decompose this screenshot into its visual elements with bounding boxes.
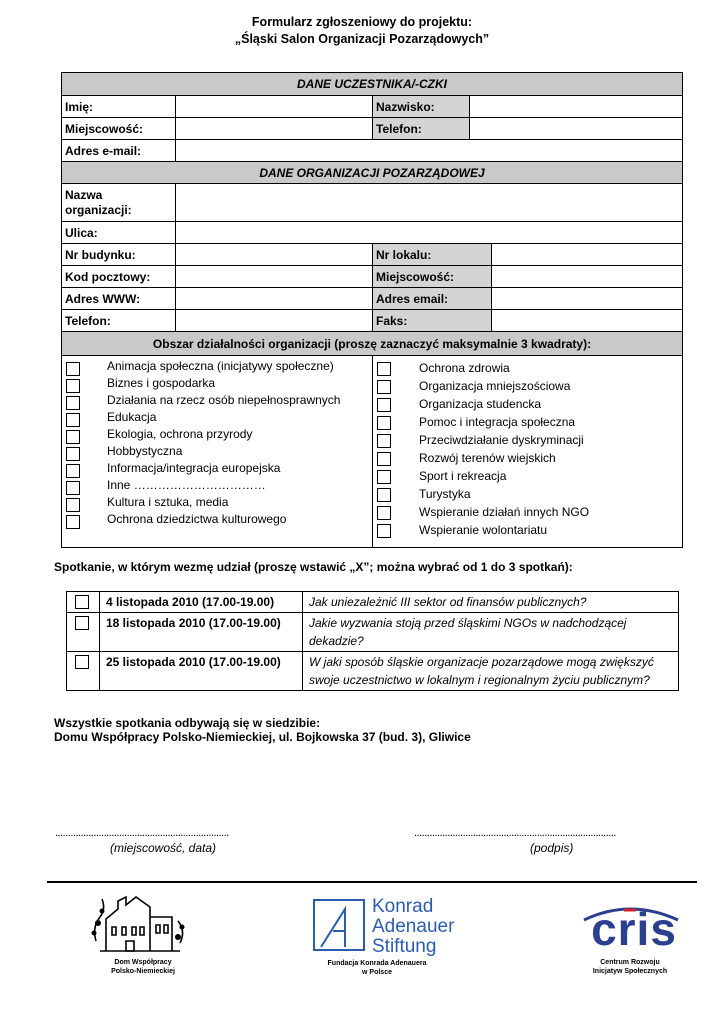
area-label: Biznes i gospodarka [107, 376, 216, 390]
area-label: Turystyka [419, 487, 471, 501]
www-label: Adres WWW: [62, 288, 175, 309]
area-label: Ekologia, ochrona przyrody [107, 427, 253, 441]
area-option[interactable] [66, 394, 80, 411]
building-number-field[interactable] [175, 244, 372, 265]
area-label: Edukacja [107, 410, 157, 424]
house-logo-caption-line2: Polsko-Niemieckiej [111, 968, 175, 975]
place-date-line: .................................................................... [55, 827, 229, 839]
area-label: Animacja społeczna (inicjatywy społeczne) [107, 359, 334, 373]
street-label: Ulica: [62, 222, 175, 243]
org-name-label [62, 184, 175, 221]
areas-section-header [62, 331, 682, 355]
areas-checklist [62, 355, 682, 547]
area-checkbox[interactable] [377, 470, 391, 484]
kas-logo-caption-line1: Fundacja Konrada Adenauera [327, 960, 427, 967]
area-checkbox[interactable] [66, 379, 80, 393]
participant-section-title: DANE UCZESTNIKA/-CZKI [297, 77, 447, 91]
first-name-label: Imię: [62, 96, 175, 117]
area-option[interactable] [377, 504, 391, 521]
postcode-label: Kod pocztowy: [62, 266, 175, 287]
participant-city-field[interactable] [175, 118, 372, 139]
street-field[interactable] [175, 222, 682, 243]
area-label: Hobbystyczna [107, 444, 183, 458]
meetings-table [66, 591, 679, 691]
postcode-field[interactable] [175, 266, 372, 287]
area-label: Organizacja mniejszościowa [419, 379, 571, 393]
area-label: Organizacja studencka [419, 397, 542, 411]
meeting-checkbox-cell [67, 592, 99, 612]
area-checkbox[interactable] [377, 488, 391, 502]
area-checkbox[interactable] [66, 362, 80, 376]
area-checkbox[interactable] [66, 464, 80, 478]
area-option[interactable] [66, 513, 80, 530]
footer-divider [47, 881, 697, 883]
participant-phone-field[interactable] [469, 118, 682, 139]
meeting-date: 25 listopada 2010 (17.00-19.00) [99, 652, 302, 690]
participant-city-label: Miejscowość: [62, 118, 175, 139]
area-label: Wspieranie działań innych NGO [419, 505, 590, 519]
area-option[interactable] [66, 360, 80, 377]
cris-logo-caption [575, 958, 685, 976]
building-number-label: Nr budynku: [62, 244, 175, 265]
area-checkbox[interactable] [66, 396, 80, 410]
org-name-field[interactable] [175, 184, 682, 221]
area-option[interactable] [377, 414, 391, 431]
area-option[interactable] [66, 428, 80, 445]
meeting-row [67, 651, 678, 690]
area-checkbox[interactable] [377, 380, 391, 394]
form-title-line1: Formularz zgłoszeniowy do projektu: [251, 15, 473, 29]
meeting-row [67, 612, 678, 651]
place-date-caption: (miejscowość, data) [110, 841, 217, 855]
meeting-row [67, 592, 678, 612]
kas-logo-mark [313, 899, 365, 951]
fax-field[interactable] [491, 310, 682, 331]
area-checkbox[interactable] [377, 398, 391, 412]
area-option[interactable] [377, 396, 391, 413]
area-label: Rozwój terenów wiejskich [419, 451, 556, 465]
first-name-field[interactable] [175, 96, 372, 117]
org-name-label-line1: Nazwa [65, 187, 103, 202]
area-checkbox[interactable] [66, 481, 80, 495]
area-option[interactable] [66, 462, 80, 479]
area-option[interactable] [377, 450, 391, 467]
area-label: Inne …………………………… [107, 478, 266, 492]
meeting-checkbox[interactable] [75, 616, 89, 630]
www-field[interactable] [175, 288, 372, 309]
fax-label: Faks: [372, 310, 491, 331]
kas-logo-glyph [315, 901, 363, 949]
meeting-checkbox-cell [67, 652, 99, 690]
kas-wordmark-line2: Adenauer [372, 916, 455, 937]
area-option[interactable] [66, 479, 80, 496]
cris-wordmark: cris [591, 903, 677, 955]
house-logo-caption [88, 958, 198, 976]
org-city-field[interactable] [491, 266, 682, 287]
meeting-checkbox[interactable] [75, 595, 89, 609]
area-label: Informacja/integracja europejska [107, 461, 281, 475]
signature-caption: (podpis) [530, 841, 574, 855]
area-label: Wspieranie wolontariatu [419, 523, 548, 537]
kas-logo-caption [302, 959, 452, 977]
area-option[interactable] [66, 496, 80, 513]
cris-logo-caption-line1: Centrum Rozwoju [600, 959, 660, 966]
last-name-field[interactable] [469, 96, 682, 117]
area-option[interactable] [377, 432, 391, 449]
unit-number-label: Nr lokalu: [372, 244, 491, 265]
cris-logo-caption-line2: Inicjatyw Społecznych [592, 968, 668, 975]
kas-wordmark-line3: Stiftung [372, 936, 437, 957]
participant-phone-label: Telefon: [372, 118, 469, 139]
participant-email-label: Adres e-mail: [62, 140, 175, 161]
kas-wordmark-line1: Konrad [372, 896, 434, 917]
meeting-topic: W jaki sposób śląskie organizacje pozarządowe mogą zwiększyć swoje uczestnictwo w lokalnym i regionalnym życiu publicznym? [302, 652, 678, 690]
registration-form [61, 72, 683, 548]
meeting-topic: Jakie wyzwania stoją przed śląskimi NGOs w nadchodzącej dekadzie? [302, 613, 678, 651]
participant-email-field[interactable] [175, 140, 682, 161]
area-label: Pomoc i integracja społeczna [419, 415, 576, 429]
meeting-checkbox-cell [67, 613, 99, 651]
meeting-topic: Jak uniezależnić III sektor od finansów publicznych? [302, 592, 678, 612]
org-phone-label: Telefon: [62, 310, 175, 331]
area-label: Przeciwdziałanie dyskryminacji [419, 433, 584, 447]
unit-number-field[interactable] [491, 244, 682, 265]
organization-section-title: DANE ORGANIZACJI POZARZĄDOWEJ [259, 165, 485, 180]
area-option[interactable] [377, 378, 391, 395]
area-checkbox[interactable] [66, 430, 80, 444]
area-checkbox[interactable] [377, 524, 391, 538]
area-option[interactable] [377, 486, 391, 503]
form-title-line2: „Śląski Salon Organizacji Pozarządowych” [234, 32, 490, 46]
area-label: Ochrona dziedzictwa kulturowego [107, 512, 287, 526]
area-label: Działania na rzecz osób niepełnosprawnych [107, 393, 341, 407]
area-option[interactable] [377, 360, 391, 377]
area-label: Kultura i sztuka, media [107, 495, 229, 509]
areas-section-title: Obszar działalności organizacji (proszę zaznaczyć maksymalnie 3 kwadraty): [152, 336, 592, 351]
area-option[interactable] [377, 522, 391, 539]
area-checkbox[interactable] [377, 452, 391, 466]
area-checkbox[interactable] [66, 447, 80, 461]
venue-line2: Domu Współpracy Polsko-Niemieckiej, ul. Bojkowska 37 (bud. 3), Gliwice [54, 730, 471, 744]
participant-section-header [62, 73, 682, 95]
org-email-field[interactable] [491, 288, 682, 309]
org-phone-field[interactable] [175, 310, 372, 331]
meeting-date: 18 listopada 2010 (17.00-19.00) [99, 613, 302, 651]
area-checkbox[interactable] [377, 434, 391, 448]
last-name-label: Nazwisko: [372, 96, 469, 117]
area-option[interactable] [66, 377, 80, 394]
areas-left-column [62, 356, 372, 547]
area-option[interactable] [377, 468, 391, 485]
area-option[interactable] [66, 411, 80, 428]
organization-section-header [62, 161, 682, 183]
kas-wordmark [372, 897, 454, 957]
area-checkbox[interactable] [66, 498, 80, 512]
areas-right-column [372, 356, 682, 547]
meetings-intro: Spotkanie, w którym wezmę udział (proszę wstawić „X”; można wybrać od 1 do 3 spotkań): [54, 560, 573, 574]
house-logo [88, 891, 188, 957]
area-option[interactable] [66, 445, 80, 462]
meeting-date: 4 listopada 2010 (17.00-19.00) [99, 592, 302, 612]
meeting-checkbox[interactable] [75, 655, 89, 669]
area-checkbox[interactable] [377, 362, 391, 376]
house-logo-caption-line1: Dom Współpracy [114, 959, 172, 966]
area-checkbox[interactable] [377, 416, 391, 430]
area-checkbox[interactable] [66, 413, 80, 427]
signature-line: ............................................................................... [414, 827, 616, 839]
area-checkbox[interactable] [377, 506, 391, 520]
venue-line1: Wszystkie spotkania odbywają się w siedzibie: [54, 716, 321, 730]
area-checkbox[interactable] [66, 515, 80, 529]
area-label: Ochrona zdrowia [419, 361, 510, 375]
org-name-label-line2: organizacji: [65, 202, 132, 217]
kas-logo-caption-line2: w Polsce [362, 969, 392, 976]
org-email-label: Adres email: [372, 288, 491, 309]
org-city-label: Miejscowość: [372, 266, 491, 287]
area-label: Sport i rekreacja [419, 469, 507, 483]
